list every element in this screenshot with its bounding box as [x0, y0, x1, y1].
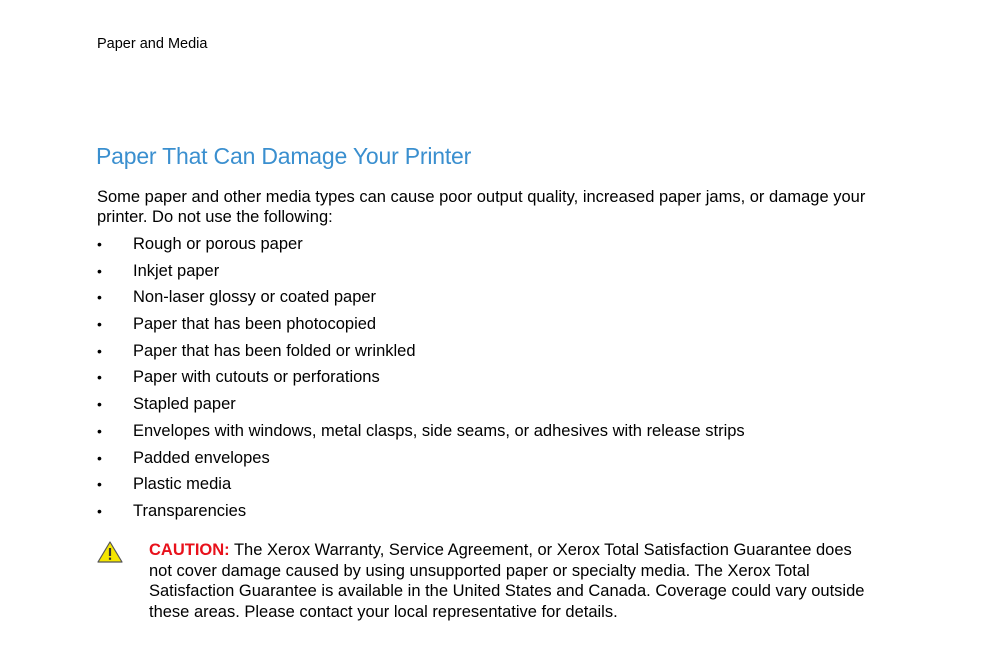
- caution-label: CAUTION:: [149, 541, 230, 559]
- list-item: [97, 233, 745, 260]
- running-header: Paper and Media: [97, 36, 208, 52]
- bullet-list: [97, 233, 745, 527]
- list-item: [97, 447, 745, 474]
- list-item: [97, 393, 745, 420]
- bullet-icon: •: [97, 369, 102, 386]
- bullet-icon: •: [97, 262, 102, 279]
- list-item-text: Non-laser glossy or coated paper: [133, 288, 377, 307]
- bullet-icon: •: [97, 476, 102, 493]
- warning-triangle-icon: [97, 541, 123, 563]
- list-item-text: Rough or porous paper: [133, 235, 303, 253]
- bullet-icon: •: [97, 396, 102, 413]
- list-item-text: Stapled paper: [133, 395, 236, 414]
- list-item-text: Envelopes with windows, metal clasps, side seams, or adhesives with release strips: [133, 421, 745, 440]
- bullet-icon: •: [97, 316, 102, 333]
- bullet-icon: •: [97, 422, 102, 439]
- bullet-icon: •: [97, 502, 102, 519]
- list-item: [97, 500, 745, 527]
- bullet-icon: •: [97, 289, 102, 306]
- list-item-text: Inkjet paper: [133, 261, 220, 280]
- list-item: [97, 366, 745, 393]
- bullet-icon: •: [97, 449, 102, 466]
- list-item-text: Paper that has been photocopied: [133, 315, 377, 334]
- intro-paragraph: Some paper and other media types can cause poor output quality, increased paper jams, or damage your printer. Do not use the following:: [97, 188, 866, 226]
- list-item-text: Transparencies: [133, 501, 247, 520]
- caution-body: The Xerox Warranty, Service Agreement, or Xerox Total Satisfaction Guarantee does not cover damage caused by using unsupported paper or specialty media. The Xerox Total Satisfaction Guarantee is available in the United States and Canada. Coverage could vary outside these areas. Please contact your local representative for details.: [149, 541, 865, 622]
- list-item-text: Paper that has been folded or wrinkled: [133, 341, 416, 360]
- caution-text: [149, 540, 869, 623]
- section-title: Paper That Can Damage Your Printer: [96, 143, 472, 169]
- list-item-text: Paper with cutouts or perforations: [133, 368, 380, 387]
- list-item-text: Plastic media: [133, 475, 232, 494]
- list-item: [97, 473, 745, 500]
- list-item: [97, 313, 745, 340]
- list-item: [97, 340, 745, 367]
- list-item: [97, 420, 745, 447]
- list-item: [97, 286, 745, 313]
- list-item-text: Padded envelopes: [133, 448, 270, 467]
- bullet-icon: •: [97, 236, 102, 252]
- bullet-icon: •: [97, 342, 102, 359]
- list-item: [97, 260, 745, 287]
